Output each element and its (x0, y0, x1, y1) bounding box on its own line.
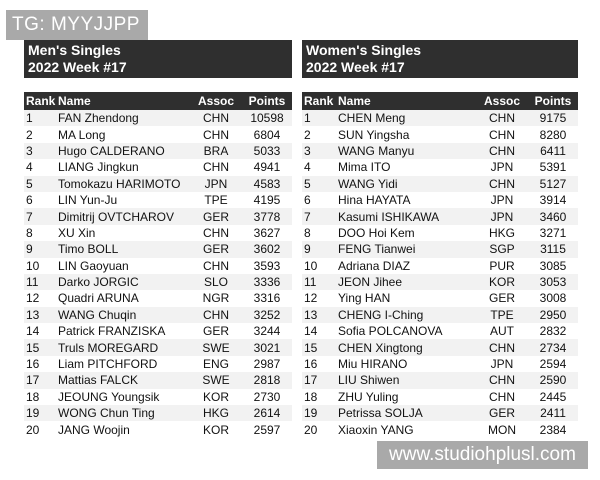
rank-cell: 15 (24, 339, 56, 355)
table-row (24, 421, 292, 437)
points-cell: 3602 (242, 241, 292, 257)
assoc-cell: GER (190, 241, 242, 257)
points-cell: 2597 (242, 421, 292, 437)
womens-title-line2: 2022 Week #17 (306, 59, 405, 75)
table-row (24, 176, 292, 192)
assoc-cell: CHN (190, 225, 242, 241)
table-row (24, 405, 292, 421)
assoc-cell: CHN (190, 126, 242, 142)
name-cell: CHEN Xingtong (336, 339, 476, 355)
name-cell: MA Long (56, 126, 190, 142)
points-cell: 2411 (528, 405, 578, 421)
assoc-cell: TPE (476, 307, 528, 323)
points-cell: 2594 (528, 356, 578, 372)
name-cell: WONG Chun Ting (56, 405, 190, 421)
points-cell: 3914 (528, 192, 578, 208)
assoc-cell: KOR (190, 389, 242, 405)
assoc-cell: KOR (190, 421, 242, 437)
name-cell: Liam PITCHFORD (56, 356, 190, 372)
name-cell: Truls MOREGARD (56, 339, 190, 355)
table-row (302, 258, 578, 274)
name-cell: CHENG I-Ching (336, 307, 476, 323)
assoc-cell: JPN (190, 176, 242, 192)
assoc-cell: MON (476, 421, 528, 437)
points-header: Points (242, 92, 292, 110)
name-cell: Sofia POLCANOVA (336, 323, 476, 339)
name-cell: Patrick FRANZISKA (56, 323, 190, 339)
womens-rankings-table (302, 92, 578, 438)
points-cell: 6411 (528, 143, 578, 159)
name-cell: ZHU Yuling (336, 389, 476, 405)
points-cell: 3627 (242, 225, 292, 241)
assoc-cell: NGR (190, 290, 242, 306)
table-row (24, 372, 292, 388)
table-header-row (302, 92, 578, 110)
assoc-cell: AUT (476, 323, 528, 339)
name-cell: FENG Tianwei (336, 241, 476, 257)
name-cell: Mima ITO (336, 159, 476, 175)
points-cell: 5391 (528, 159, 578, 175)
points-cell: 3085 (528, 258, 578, 274)
assoc-cell: SLO (190, 274, 242, 290)
name-header: Name (336, 92, 476, 110)
table-row (24, 323, 292, 339)
points-cell: 2590 (528, 372, 578, 388)
name-cell: Timo BOLL (56, 241, 190, 257)
rank-cell: 2 (24, 126, 56, 142)
mens-table-body (24, 110, 292, 438)
rank-cell: 18 (24, 389, 56, 405)
name-cell: Miu HIRANO (336, 356, 476, 372)
points-cell: 3271 (528, 225, 578, 241)
rank-cell: 2 (302, 126, 336, 142)
table-row (24, 159, 292, 175)
table-row (302, 143, 578, 159)
points-cell: 2832 (528, 323, 578, 339)
table-row (302, 176, 578, 192)
name-cell: XU Xin (56, 225, 190, 241)
points-cell: 4195 (242, 192, 292, 208)
name-cell: LIN Yun-Ju (56, 192, 190, 208)
assoc-cell: CHN (476, 110, 528, 126)
name-cell: Adriana DIAZ (336, 258, 476, 274)
rank-cell: 7 (302, 208, 336, 224)
rank-cell: 16 (24, 356, 56, 372)
assoc-cell: GER (476, 290, 528, 306)
assoc-cell: BRA (190, 143, 242, 159)
mens-singles-title (24, 40, 292, 78)
rank-cell: 1 (302, 110, 336, 126)
table-row (24, 208, 292, 224)
rank-cell: 8 (302, 225, 336, 241)
assoc-cell: CHN (476, 339, 528, 355)
table-row (302, 290, 578, 306)
rank-cell: 19 (24, 405, 56, 421)
table-row (24, 192, 292, 208)
rank-cell: 10 (24, 258, 56, 274)
name-cell: FAN Zhendong (56, 110, 190, 126)
table-row (24, 126, 292, 142)
table-row (302, 339, 578, 355)
name-cell: WANG Chuqin (56, 307, 190, 323)
assoc-cell: CHN (476, 126, 528, 142)
table-row (302, 372, 578, 388)
assoc-cell: PUR (476, 258, 528, 274)
womens-singles-panel (302, 40, 578, 438)
points-cell: 2987 (242, 356, 292, 372)
rank-cell: 13 (24, 307, 56, 323)
points-cell: 3316 (242, 290, 292, 306)
name-cell: JANG Woojin (56, 421, 190, 437)
name-cell: Hugo CALDERANO (56, 143, 190, 159)
name-cell: LIU Shiwen (336, 372, 476, 388)
points-cell: 2445 (528, 389, 578, 405)
rank-cell: 4 (302, 159, 336, 175)
name-cell: LIANG Jingkun (56, 159, 190, 175)
name-cell: WANG Yidi (336, 176, 476, 192)
points-cell: 3460 (528, 208, 578, 224)
womens-title-line1: Women's Singles (306, 42, 422, 58)
rank-cell: 14 (302, 323, 336, 339)
table-row (24, 389, 292, 405)
rank-cell: 3 (302, 143, 336, 159)
name-cell: WANG Manyu (336, 143, 476, 159)
table-row (24, 110, 292, 126)
name-cell: Tomokazu HARIMOTO (56, 176, 190, 192)
mens-singles-panel (24, 40, 292, 438)
rank-cell: 6 (302, 192, 336, 208)
points-header: Points (528, 92, 578, 110)
points-cell: 3053 (528, 274, 578, 290)
table-row (24, 307, 292, 323)
name-header: Name (56, 92, 190, 110)
points-cell: 6804 (242, 126, 292, 142)
table-row (302, 126, 578, 142)
mens-rankings-table (24, 92, 292, 438)
name-cell: Mattias FALCK (56, 372, 190, 388)
points-cell: 3252 (242, 307, 292, 323)
rank-cell: 16 (302, 356, 336, 372)
points-cell: 2730 (242, 389, 292, 405)
points-cell: 3115 (528, 241, 578, 257)
table-row (302, 225, 578, 241)
name-cell: DOO Hoi Kem (336, 225, 476, 241)
points-cell: 2950 (528, 307, 578, 323)
mens-title-line1: Men's Singles (28, 42, 121, 58)
table-row (302, 110, 578, 126)
table-header-row (24, 92, 292, 110)
table-row (24, 143, 292, 159)
rank-cell: 9 (24, 241, 56, 257)
name-cell: LIN Gaoyuan (56, 258, 190, 274)
name-cell: SUN Yingsha (336, 126, 476, 142)
table-row (302, 307, 578, 323)
assoc-cell: TPE (190, 192, 242, 208)
name-cell: Kasumi ISHIKAWA (336, 208, 476, 224)
assoc-cell: CHN (476, 389, 528, 405)
rank-cell: 11 (302, 274, 336, 290)
points-cell: 5033 (242, 143, 292, 159)
points-cell: 2384 (528, 421, 578, 437)
assoc-cell: SWE (190, 339, 242, 355)
assoc-cell: JPN (476, 159, 528, 175)
name-cell: Darko JORGIC (56, 274, 190, 290)
name-cell: Dimitrij OVTCHAROV (56, 208, 190, 224)
rank-cell: 20 (24, 421, 56, 437)
table-row (24, 225, 292, 241)
name-cell: JEON Jihee (336, 274, 476, 290)
rank-cell: 17 (302, 372, 336, 388)
table-row (302, 274, 578, 290)
rank-cell: 1 (24, 110, 56, 126)
points-cell: 3244 (242, 323, 292, 339)
mens-title-line2: 2022 Week #17 (28, 59, 127, 75)
points-cell: 9175 (528, 110, 578, 126)
assoc-cell: GER (476, 405, 528, 421)
assoc-cell: GER (190, 323, 242, 339)
points-cell: 3008 (528, 290, 578, 306)
assoc-cell: CHN (476, 372, 528, 388)
rank-cell: 5 (24, 176, 56, 192)
womens-table-body (302, 110, 578, 438)
assoc-cell: CHN (190, 307, 242, 323)
table-row (302, 389, 578, 405)
assoc-cell: JPN (476, 208, 528, 224)
rank-cell: 15 (302, 339, 336, 355)
points-cell: 4941 (242, 159, 292, 175)
table-row (302, 421, 578, 437)
points-cell: 3593 (242, 258, 292, 274)
table-row (24, 258, 292, 274)
points-cell: 3778 (242, 208, 292, 224)
points-cell: 2734 (528, 339, 578, 355)
rank-cell: 19 (302, 405, 336, 421)
assoc-cell: CHN (190, 159, 242, 175)
points-cell: 8280 (528, 126, 578, 142)
table-row (302, 356, 578, 372)
points-cell: 3336 (242, 274, 292, 290)
rank-cell: 10 (302, 258, 336, 274)
table-row (24, 290, 292, 306)
assoc-cell: SWE (190, 372, 242, 388)
rank-cell: 17 (24, 372, 56, 388)
points-cell: 2614 (242, 405, 292, 421)
assoc-header: Assoc (476, 92, 528, 110)
assoc-cell: HKG (476, 225, 528, 241)
rank-header: Rank (302, 92, 336, 110)
rank-cell: 4 (24, 159, 56, 175)
rank-cell: 7 (24, 208, 56, 224)
assoc-cell: KOR (476, 274, 528, 290)
name-cell: Ying HAN (336, 290, 476, 306)
rank-cell: 9 (302, 241, 336, 257)
assoc-cell: CHN (190, 258, 242, 274)
table-row (24, 241, 292, 257)
assoc-cell: ENG (190, 356, 242, 372)
assoc-cell: JPN (476, 356, 528, 372)
assoc-cell: SGP (476, 241, 528, 257)
rank-cell: 12 (302, 290, 336, 306)
assoc-cell: GER (190, 208, 242, 224)
assoc-header: Assoc (190, 92, 242, 110)
name-cell: CHEN Meng (336, 110, 476, 126)
rank-cell: 20 (302, 421, 336, 437)
assoc-cell: HKG (190, 405, 242, 421)
assoc-cell: CHN (476, 143, 528, 159)
name-cell: Petrissa SOLJA (336, 405, 476, 421)
rank-cell: 3 (24, 143, 56, 159)
rank-cell: 18 (302, 389, 336, 405)
points-cell: 4583 (242, 176, 292, 192)
points-cell: 3021 (242, 339, 292, 355)
table-row (302, 159, 578, 175)
rank-cell: 6 (24, 192, 56, 208)
rank-cell: 11 (24, 274, 56, 290)
rank-cell: 5 (302, 176, 336, 192)
table-row (302, 192, 578, 208)
rank-cell: 12 (24, 290, 56, 306)
table-row (302, 241, 578, 257)
assoc-cell: CHN (476, 176, 528, 192)
rank-cell: 14 (24, 323, 56, 339)
table-row (24, 274, 292, 290)
assoc-cell: JPN (476, 192, 528, 208)
points-cell: 2818 (242, 372, 292, 388)
table-row (24, 356, 292, 372)
name-cell: Hina HAYATA (336, 192, 476, 208)
womens-singles-title (302, 40, 578, 78)
name-cell: Quadri ARUNA (56, 290, 190, 306)
assoc-cell: CHN (190, 110, 242, 126)
points-cell: 10598 (242, 110, 292, 126)
tag-label: TG: MYYJJPP (6, 10, 148, 40)
table-row (24, 339, 292, 355)
rank-cell: 8 (24, 225, 56, 241)
name-cell: JEOUNG Youngsik (56, 389, 190, 405)
table-row (302, 323, 578, 339)
rank-cell: 13 (302, 307, 336, 323)
points-cell: 5127 (528, 176, 578, 192)
table-row (302, 405, 578, 421)
name-cell: Xiaoxin YANG (336, 421, 476, 437)
watermark-url: www.studiohplusl.com (377, 441, 588, 469)
rank-header: Rank (26, 94, 56, 108)
table-row (302, 208, 578, 224)
